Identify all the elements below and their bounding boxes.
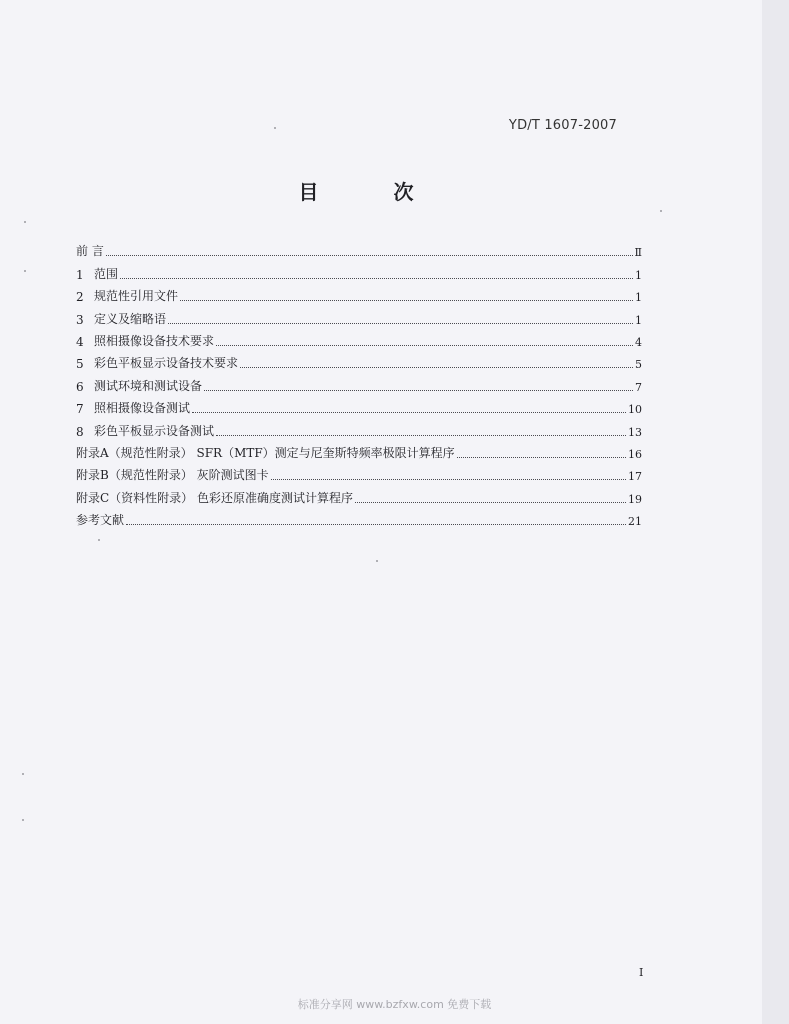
toc-item-label: 照相摄像设备测试 — [94, 401, 191, 416]
toc-item-label: 规范性引用文件 — [94, 289, 179, 304]
watermark: 标准分享网 www.bzfxw.com 免费下载 — [297, 998, 492, 1011]
toc-item-number: 4 — [76, 334, 84, 349]
toc-item-label: 附录C（资料性附录） 色彩还原准确度测试计算程序 — [76, 490, 353, 505]
toc-leader-dots — [126, 524, 626, 525]
toc-item[interactable] — [76, 304, 642, 326]
scan-speck — [24, 270, 26, 272]
toc-leader-dots — [106, 255, 633, 256]
toc-item-page: 13 — [628, 425, 642, 439]
toc-item[interactable] — [76, 349, 642, 371]
document-code: YD/T 1607-2007 — [508, 118, 617, 133]
toc-item-page: 19 — [628, 492, 642, 506]
toc-item[interactable] — [76, 259, 642, 281]
toc-item[interactable] — [76, 282, 642, 304]
toc-leader-dots — [355, 502, 626, 503]
toc-leader-dots — [216, 435, 626, 436]
scan-speck — [98, 539, 100, 541]
toc-item[interactable] — [76, 371, 642, 393]
toc-item[interactable] — [76, 461, 642, 483]
toc-item-label: 附录A（规范性附录） SFR（MTF）测定与尼奎斯特频率极限计算程序 — [76, 445, 455, 460]
scan-speck — [22, 819, 24, 821]
toc-item[interactable] — [76, 394, 642, 416]
toc-item-page: 5 — [635, 358, 642, 372]
toc-item-number: 3 — [76, 312, 84, 327]
toc-item-label: 定义及缩略语 — [94, 311, 167, 326]
toc-item[interactable] — [76, 327, 642, 349]
toc-leader-dots — [120, 278, 633, 279]
toc-leader-dots — [204, 390, 633, 391]
toc-item-page: 1 — [635, 268, 642, 282]
toc-leader-dots — [180, 300, 633, 301]
scan-speck — [24, 221, 26, 223]
scan-margin — [762, 0, 789, 1024]
toc-item-number: 5 — [76, 357, 84, 372]
toc-item-label: 附录B（规范性附录） 灰阶测试图卡 — [76, 468, 269, 483]
toc-leader-dots — [240, 367, 633, 368]
toc-item[interactable] — [76, 237, 642, 259]
page-number: I — [639, 966, 644, 979]
scan-speck — [274, 127, 276, 129]
toc-item-label: 参考文献 — [76, 513, 125, 528]
toc-item-number: 6 — [76, 379, 84, 394]
toc-item-number: 2 — [76, 290, 84, 305]
toc-item-page: 10 — [628, 403, 642, 417]
toc-item-number: 7 — [76, 402, 84, 417]
toc-item-number: 8 — [76, 424, 84, 439]
toc-item-page: 7 — [635, 380, 642, 394]
scan-speck — [22, 773, 24, 775]
toc-item[interactable] — [76, 416, 642, 438]
scan-speck — [376, 560, 378, 562]
toc-leader-dots — [168, 323, 633, 324]
toc-item-page: 1 — [635, 291, 642, 305]
toc-item-label: 照相摄像设备技术要求 — [94, 333, 215, 348]
toc-item-page: 21 — [628, 515, 642, 529]
scan-speck — [660, 210, 662, 212]
toc-item-label: 彩色平板显示设备技术要求 — [94, 356, 239, 371]
toc-item-label: 测试环境和测试设备 — [94, 378, 203, 393]
toc-item[interactable] — [76, 506, 642, 528]
toc-leader-dots — [192, 412, 626, 413]
toc-leader-dots — [457, 457, 626, 458]
toc-item-page: 17 — [628, 470, 642, 484]
toc-item[interactable] — [76, 483, 642, 505]
toc-title: 目 次 — [298, 180, 448, 204]
toc-item-page: 16 — [628, 447, 642, 461]
toc-leader-dots — [271, 479, 626, 480]
toc-item-number: 1 — [76, 267, 84, 282]
toc-item-page: 4 — [635, 335, 642, 349]
toc-item-label: 范围 — [94, 266, 119, 281]
toc-leader-dots — [216, 345, 633, 346]
toc-item-label: 前 言 — [76, 244, 104, 259]
toc-item-label: 彩色平板显示设备测试 — [94, 423, 215, 438]
toc-item-page: Ⅱ — [634, 246, 642, 260]
table-of-contents — [76, 237, 642, 528]
toc-item[interactable] — [76, 439, 642, 461]
toc-item-page: 1 — [635, 313, 642, 327]
